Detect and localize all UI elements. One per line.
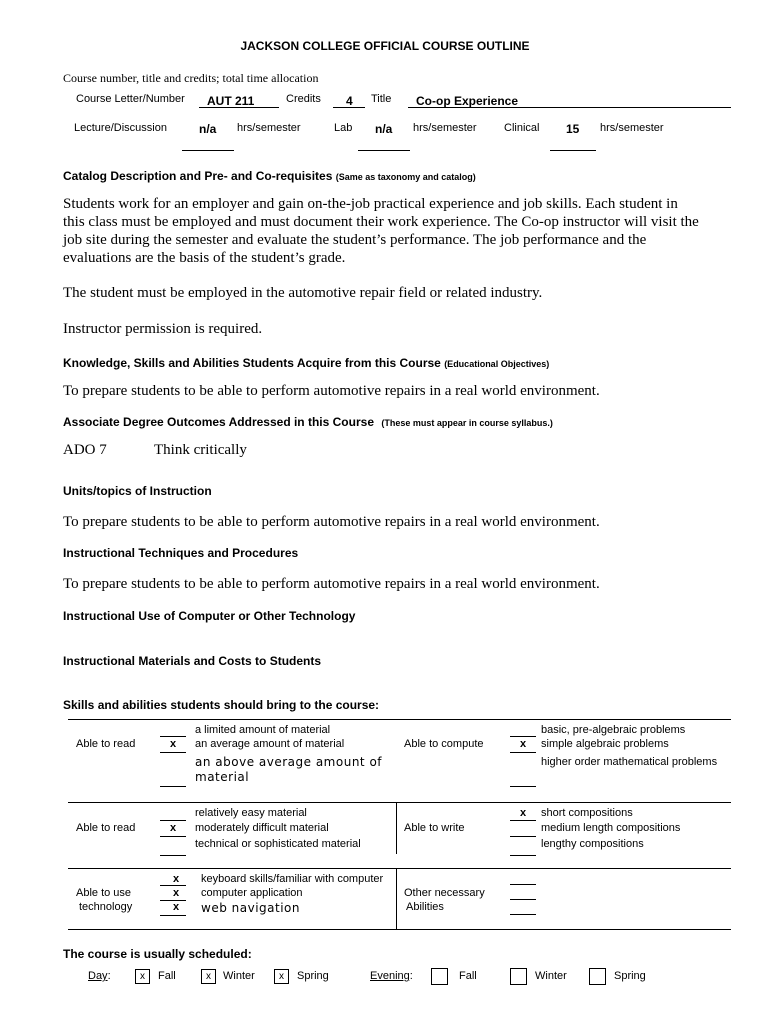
schedule-heading: The course is usually scheduled: bbox=[63, 947, 252, 961]
technology-option-application: computer application bbox=[201, 887, 303, 899]
evening-fall-checkbox[interactable] bbox=[431, 968, 448, 985]
title-label: Title bbox=[371, 93, 392, 105]
technology-heading: Instructional Use of Computer or Other Technology bbox=[63, 609, 356, 623]
day-winter-label: Winter bbox=[223, 970, 255, 982]
other-abilities-label-line-2: Abilities bbox=[406, 901, 444, 913]
credits-label: Credits bbox=[286, 93, 321, 105]
read-level-option-limited: a limited amount of material bbox=[195, 724, 331, 736]
read-difficulty-mark-moderate: x bbox=[169, 822, 177, 834]
lecture-label: Lecture/Discussion bbox=[74, 122, 167, 134]
read-level-option-average: an average amount of material bbox=[195, 738, 345, 750]
schedule-day-label-text: Day bbox=[88, 970, 108, 982]
day-fall-checkbox[interactable]: x bbox=[135, 969, 150, 984]
other-abilities-blank-2[interactable] bbox=[510, 899, 536, 900]
read-difficulty-blank-technical[interactable] bbox=[160, 855, 186, 856]
compute-mark-simple: x bbox=[519, 738, 527, 750]
read-difficulty-label: Able to read bbox=[76, 822, 136, 834]
clinical-underline bbox=[550, 150, 596, 151]
lecture-value: n/a bbox=[199, 122, 217, 136]
ksa-heading-note: (Educational Objectives) bbox=[444, 359, 550, 369]
evening-winter-checkbox[interactable] bbox=[510, 968, 527, 985]
compute-label: Able to compute bbox=[404, 738, 484, 750]
credits-value: 4 bbox=[346, 94, 353, 108]
write-blank-short[interactable] bbox=[510, 820, 536, 821]
compute-blank-simple[interactable] bbox=[510, 752, 536, 753]
other-abilities-blank-3[interactable] bbox=[510, 914, 536, 915]
course-letter-number-label: Course Letter/Number bbox=[76, 93, 185, 105]
units-text: To prepare students to be able to perform automotive repairs in a real world environment. bbox=[63, 514, 600, 530]
read-level-mark-average: x bbox=[169, 738, 177, 750]
compute-option-higher: higher order mathematical problems bbox=[541, 756, 718, 768]
lab-value: n/a bbox=[375, 122, 393, 136]
lab-underline bbox=[358, 150, 410, 151]
catalog-paragraph-3: Instructor permission is required. bbox=[63, 321, 263, 337]
read-difficulty-option-technical: technical or sophisticated material bbox=[195, 838, 361, 850]
write-option-medium: medium length compositions bbox=[541, 822, 681, 834]
read-difficulty-blank-easy[interactable] bbox=[160, 820, 186, 821]
catalog-heading-note: (Same as taxonomy and catalog) bbox=[335, 172, 476, 182]
techniques-text: To prepare students to be able to perform automotive repairs in a real world environment. bbox=[63, 576, 600, 592]
evening-spring-checkbox[interactable] bbox=[589, 968, 606, 985]
skills-table-row-divider-1 bbox=[68, 802, 731, 803]
read-level-blank-above-average[interactable] bbox=[160, 786, 186, 787]
lecture-unit: hrs/semester bbox=[237, 122, 301, 134]
ksa-heading-text: Knowledge, Skills and Abilities Students Acquire from this Course bbox=[63, 356, 441, 370]
technology-label-line-1: Able to use bbox=[76, 887, 132, 899]
compute-blank-basic[interactable] bbox=[510, 736, 536, 737]
ado-code: ADO 7 bbox=[63, 442, 107, 458]
units-heading: Units/topics of Instruction bbox=[63, 484, 212, 498]
read-difficulty-blank-moderate[interactable] bbox=[160, 836, 186, 837]
ksa-heading bbox=[63, 356, 549, 370]
evening-fall-label: Fall bbox=[459, 970, 477, 982]
course-title-value: Co-op Experience bbox=[416, 94, 519, 108]
techniques-heading: Instructional Techniques and Procedures bbox=[63, 546, 299, 560]
schedule-evening-label bbox=[370, 970, 413, 982]
read-difficulty-option-easy: relatively easy material bbox=[195, 807, 307, 819]
technology-blank-web[interactable] bbox=[160, 915, 186, 916]
lab-label: Lab bbox=[334, 122, 353, 134]
compute-blank-higher[interactable] bbox=[510, 786, 536, 787]
write-blank-lengthy[interactable] bbox=[510, 855, 536, 856]
ado-heading-text: Associate Degree Outcomes Addressed in this Course bbox=[63, 415, 374, 429]
day-winter-checkbox[interactable]: x bbox=[201, 969, 216, 984]
technology-mark-keyboard: x bbox=[172, 873, 180, 885]
read-level-label: Able to read bbox=[76, 738, 136, 750]
write-option-short: short compositions bbox=[541, 807, 633, 819]
course-number-underline bbox=[199, 107, 279, 108]
catalog-paragraph-1: Students work for an employer and gain on-the-job practical experience and job skills. Each student in this class must be employed and must document their work experience. The Co-op instructor will visit the job site during the semester and evaluate the student’s performance. The job performance and the evaluations are the basis of the student’s grade. bbox=[63, 196, 699, 266]
technology-mark-application: x bbox=[172, 887, 180, 899]
technology-blank-keyboard[interactable] bbox=[160, 885, 186, 886]
read-level-blank-limited[interactable] bbox=[160, 736, 186, 737]
catalog-heading bbox=[63, 169, 476, 183]
skills-heading: Skills and abilities students should bring to the course: bbox=[63, 698, 380, 712]
allocation-subtitle: Course number, title and credits; total time allocation bbox=[63, 71, 319, 85]
compute-option-simple: simple algebraic problems bbox=[541, 738, 669, 750]
course-letter-number-value: AUT 211 bbox=[207, 94, 255, 108]
clinical-unit: hrs/semester bbox=[600, 122, 664, 134]
schedule-day-label-colon: : bbox=[107, 970, 111, 982]
write-blank-medium[interactable] bbox=[510, 836, 536, 837]
read-difficulty-option-moderate: moderately difficult material bbox=[195, 822, 329, 834]
compute-option-basic: basic, pre-algebraic problems bbox=[541, 724, 686, 736]
materials-heading: Instructional Materials and Costs to Students bbox=[63, 654, 322, 668]
catalog-paragraph-2: The student must be employed in the automotive repair field or related industry. bbox=[63, 285, 543, 301]
read-level-option-above-average: an above average amount of material bbox=[195, 755, 383, 784]
skills-table-column-divider-1 bbox=[396, 803, 397, 854]
day-fall-label: Fall bbox=[158, 970, 176, 982]
technology-label-line-2: technology bbox=[79, 901, 133, 913]
ado-heading-note: (These must appear in course syllabus.) bbox=[381, 418, 553, 428]
write-option-lengthy: lengthy compositions bbox=[541, 838, 644, 850]
technology-mark-web: x bbox=[172, 901, 180, 913]
read-level-blank-average[interactable] bbox=[160, 752, 186, 753]
clinical-value: 15 bbox=[566, 122, 580, 136]
skills-table-row-divider-2 bbox=[68, 868, 731, 869]
other-abilities-label-line-1: Other necessary bbox=[404, 887, 485, 899]
skills-table-bottom-border bbox=[68, 929, 731, 930]
ado-heading bbox=[63, 415, 553, 429]
credits-underline bbox=[333, 107, 365, 108]
evening-spring-label: Spring bbox=[614, 970, 646, 982]
ksa-text: To prepare students to be able to perform automotive repairs in a real world environment. bbox=[63, 383, 600, 399]
technology-option-web: web navigation bbox=[201, 901, 300, 915]
lab-unit: hrs/semester bbox=[413, 122, 477, 134]
catalog-heading-text: Catalog Description and Pre- and Co-requisites bbox=[63, 169, 333, 183]
write-label: Able to write bbox=[404, 822, 465, 834]
schedule-day-label bbox=[88, 970, 111, 982]
title-underline bbox=[408, 107, 731, 108]
day-spring-checkbox[interactable]: x bbox=[274, 969, 289, 984]
ado-description: Think critically bbox=[154, 442, 247, 458]
lecture-underline bbox=[182, 150, 234, 151]
skills-table-column-divider-2 bbox=[396, 869, 397, 929]
other-abilities-blank-1[interactable] bbox=[510, 884, 536, 885]
schedule-evening-label-colon: : bbox=[409, 970, 413, 982]
technology-option-keyboard: keyboard skills/familiar with computer bbox=[201, 873, 384, 885]
write-mark-short: x bbox=[519, 807, 527, 819]
schedule-evening-label-text: Evening bbox=[370, 970, 410, 982]
evening-winter-label: Winter bbox=[535, 970, 567, 982]
clinical-label: Clinical bbox=[504, 122, 540, 134]
day-spring-label: Spring bbox=[297, 970, 329, 982]
document-title: JACKSON COLLEGE OFFICIAL COURSE OUTLINE bbox=[240, 39, 530, 53]
skills-table-top-border bbox=[68, 719, 731, 720]
